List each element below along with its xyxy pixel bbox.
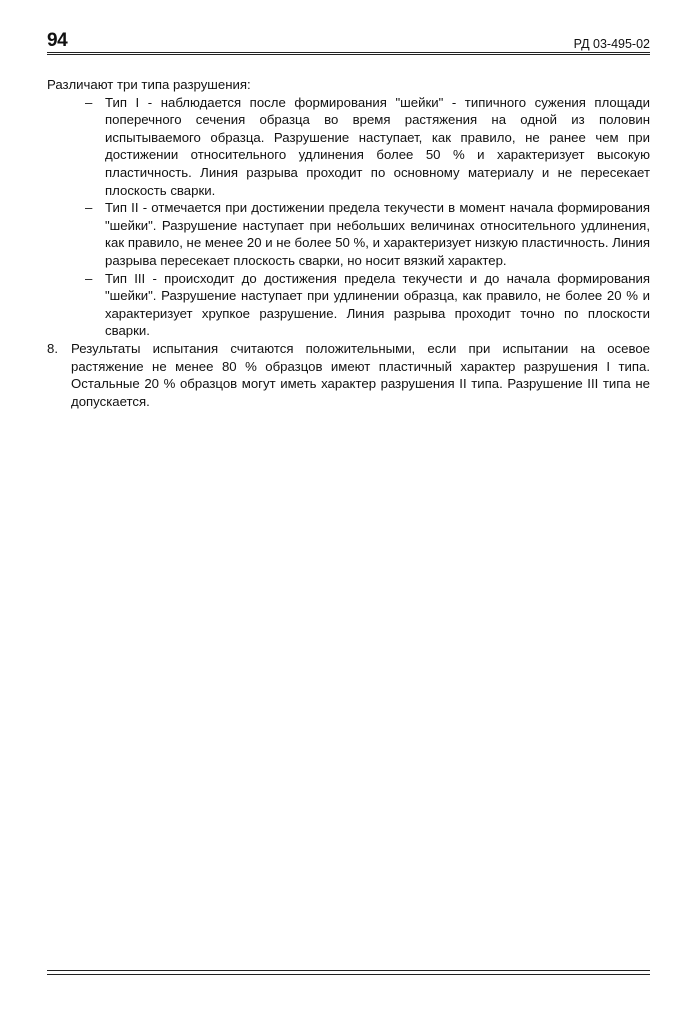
page-content bbox=[47, 76, 650, 410]
item-text: Результаты испытания считаются положительными, если при испытании на осевое растяжение не менее 80 % образцов имеют пластичный характер разрушения I типа. Остальные 20 % образцов могут иметь характер разрушения II типа. Разрушение III типа не допускается. bbox=[71, 340, 650, 409]
page-number: 94 bbox=[47, 30, 68, 51]
list-item bbox=[47, 270, 650, 340]
numbered-item bbox=[47, 340, 650, 410]
document-code: РД 03-495-02 bbox=[573, 37, 650, 51]
dash-bullet: – bbox=[85, 200, 93, 216]
list-item-text: Тип II - отмечается при достижении предела текучести в момент начала формирования "шейки". Разрушение наступает при небольших величинах относительного удлинения, как правило, не менее 20 и не более 50 %, и характеризует низкую пластичность. Линия разрыва пересекает плоскость сварки, но носит вязкий характер. bbox=[105, 200, 650, 268]
list-item-text: Тип I - наблюдается после формирования "шейки" - типичного сужения площади поперечного сечения образца во время растяжения на одной из половин испытываемого образца. Разрушение наступает, как правило, не ранее чем при достижении относительного удлинения более 50 % и характеризует высокую пластичность. Линия разрыва проходит по основному материалу и не пересекает плоскость сварки. bbox=[105, 94, 650, 198]
header-rule bbox=[47, 52, 650, 55]
footer-rule bbox=[47, 970, 650, 971]
footer-rule-second bbox=[47, 974, 650, 975]
list-item-text: Тип III - происходит до достижения предела текучести и до начала формирования "шейки". Разрушение наступает при удлинении образца, как правило, не более 20 % и характеризует хрупкое разрушение. Линия разрыва проходит точно по плоскости сварки. bbox=[105, 270, 650, 339]
list-item bbox=[47, 94, 650, 200]
numbered-list bbox=[47, 340, 650, 410]
intro-paragraph: Различают три типа разрушения: bbox=[47, 77, 251, 92]
dash-bullet: – bbox=[85, 270, 93, 286]
item-number: 8. bbox=[47, 340, 58, 356]
dash-bullet: – bbox=[85, 94, 93, 110]
list-item bbox=[47, 199, 650, 269]
fracture-types-list bbox=[47, 94, 650, 340]
